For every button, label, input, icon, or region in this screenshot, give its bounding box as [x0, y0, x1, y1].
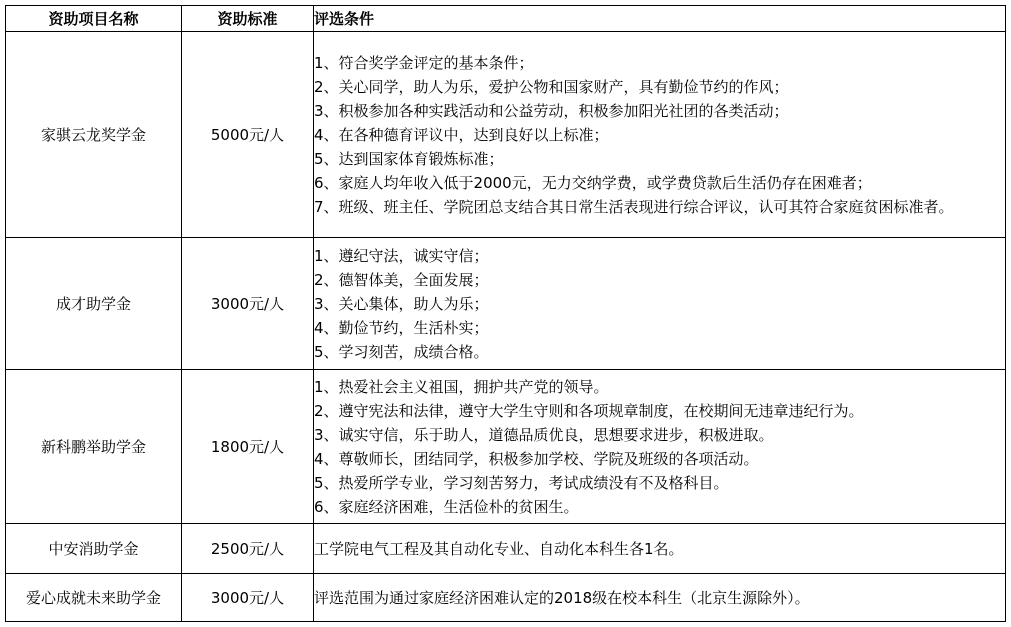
condition-line: 3、积极参加各种实践活动和公益劳动，积极参加阳光社团的各类活动； [314, 101, 789, 120]
table-row [6, 574, 1006, 622]
conditions-cell [314, 370, 1006, 524]
condition-line: 5、热爱所学专业，学习刻苦努力，考试成绩没有不及格科目。 [314, 473, 729, 492]
condition-line: 工学院电气工程及其自动化专业、自动化本科生各1名。 [314, 539, 684, 558]
scholarship-table [5, 5, 1006, 622]
condition-line: 2、关心同学，助人为乐，爱护公物和国家财产，具有勤俭节约的作风； [314, 77, 789, 96]
project-name-cell: 成才助学金 [6, 238, 182, 370]
amount-cell: 3000元/人 [182, 238, 314, 370]
condition-line: 6、家庭人均年收入低于2000元，无力交纳学费，或学费贷款后生活仍存在困难者； [314, 173, 872, 192]
header-project-name: 资助项目名称 [6, 6, 182, 32]
project-name-cell: 爱心成就未来助学金 [6, 574, 182, 622]
condition-line: 4、勤俭节约，生活朴实； [314, 318, 489, 337]
conditions-cell [314, 238, 1006, 370]
project-name-cell: 新科鹏举助学金 [6, 370, 182, 524]
condition-line: 评选范围为通过家庭经济困难认定的2018级在校本科生（北京生源除外）。 [314, 588, 810, 607]
conditions-cell [314, 32, 1006, 238]
header-amount: 资助标准 [182, 6, 314, 32]
amount-cell: 2500元/人 [182, 524, 314, 574]
table-row [6, 238, 1006, 370]
amount-cell: 3000元/人 [182, 574, 314, 622]
condition-line: 1、遵纪守法，诚实守信； [314, 246, 489, 265]
condition-line: 1、符合奖学金评定的基本条件； [314, 53, 534, 72]
condition-line: 5、达到国家体育锻炼标准； [314, 149, 504, 168]
condition-line: 2、遵守宪法和法律，遵守大学生守则和各项规章制度，在校期间无违章违纪行为。 [314, 401, 864, 420]
condition-line: 2、德智体美，全面发展； [314, 270, 489, 289]
condition-line: 7、班级、班主任、学院团总支结合其日常生活表现进行综合评议，认可其符合家庭贫困标准者。 [314, 197, 954, 216]
conditions-cell [314, 574, 1006, 622]
project-name-cell: 家骐云龙奖学金 [6, 32, 182, 238]
condition-line: 5、学习刻苦，成绩合格。 [314, 342, 489, 361]
table-row [6, 370, 1006, 524]
condition-line: 6、家庭经济困难，生活俭朴的贫困生。 [314, 497, 579, 516]
table-row [6, 32, 1006, 238]
condition-line: 3、诚实守信，乐于助人，道德品质优良，思想要求进步，积极进取。 [314, 425, 774, 444]
project-name-cell: 中安消助学金 [6, 524, 182, 574]
condition-line: 4、在各种德育评议中，达到良好以上标准； [314, 125, 609, 144]
conditions-cell [314, 524, 1006, 574]
header-row [6, 6, 1006, 32]
table-row [6, 524, 1006, 574]
condition-line: 1、热爱社会主义祖国，拥护共产党的领导。 [314, 377, 609, 396]
condition-line: 3、关心集体，助人为乐； [314, 294, 489, 313]
amount-cell: 5000元/人 [182, 32, 314, 238]
amount-cell: 1800元/人 [182, 370, 314, 524]
condition-line: 4、尊敬师长，团结同学，积极参加学校、学院及班级的各项活动。 [314, 449, 759, 468]
header-conditions: 评选条件 [314, 6, 1006, 32]
